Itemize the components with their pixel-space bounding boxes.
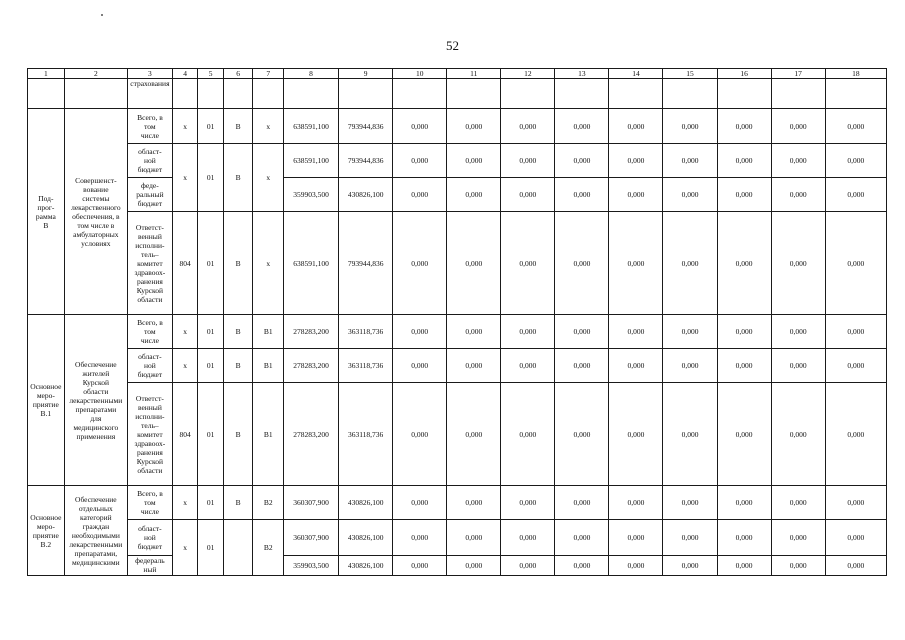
- cell-value: 0,000: [663, 315, 717, 349]
- cell-value: 0,000: [393, 144, 447, 178]
- measure-description: Обеспечение жителей Курской области лекарственными препаратами для медицинского применения: [64, 315, 127, 486]
- table-row: [28, 79, 887, 109]
- cell-value: 0,000: [717, 556, 771, 576]
- program-name: Под- прог- рамма В: [28, 109, 65, 315]
- source-label: област- ной бюджет: [127, 144, 172, 178]
- cell-value: 638591,100: [284, 212, 339, 315]
- col-header: 5: [198, 69, 224, 79]
- cell-value: 0,000: [717, 383, 771, 486]
- measure-name: Основное меро- приятие В.2: [28, 486, 65, 576]
- cell-value: 360307,900: [284, 520, 339, 556]
- cell-value: 0,000: [717, 486, 771, 520]
- cell-value: 0,000: [447, 315, 501, 349]
- cell-value: 0,000: [393, 109, 447, 144]
- cell-value: 0,000: [447, 383, 501, 486]
- cell-value: 0,000: [663, 109, 717, 144]
- program-description: Совершенст- вование системы лекарственного обеспечения, в том числе в амбулаторных условиях: [64, 109, 127, 315]
- col-header: 7: [253, 69, 284, 79]
- cell-value: 0,000: [825, 109, 886, 144]
- col-header: 8: [284, 69, 339, 79]
- budget-table: [27, 68, 887, 576]
- source-label: Всего, в том числе: [127, 486, 172, 520]
- cell-value: 363118,736: [339, 315, 393, 349]
- source-label: Всего, в том числе: [127, 315, 172, 349]
- cell-value: 430826,100: [339, 520, 393, 556]
- col-header: 14: [609, 69, 663, 79]
- cell-value: 0,000: [717, 144, 771, 178]
- cell-value: 0,000: [555, 109, 609, 144]
- cell-value: 0,000: [609, 349, 663, 383]
- cell-value: 0,000: [501, 144, 555, 178]
- cell-value: 0,000: [717, 520, 771, 556]
- cell-value: 0,000: [555, 144, 609, 178]
- table-row: [28, 486, 887, 520]
- cell-value: 0,000: [555, 349, 609, 383]
- col-header: 16: [717, 69, 771, 79]
- source-label: федераль ный: [127, 556, 172, 576]
- table-row: [28, 556, 887, 576]
- source-label: област- ной бюджет: [127, 349, 172, 383]
- cell-value: 793944,836: [339, 109, 393, 144]
- cell-value: 430826,100: [339, 486, 393, 520]
- cell-text: В: [223, 212, 253, 315]
- cell-value: 0,000: [663, 349, 717, 383]
- source-label: феде- ральный бюджет: [127, 178, 172, 212]
- cell-value: 0,000: [663, 556, 717, 576]
- cell-text: х: [172, 144, 198, 212]
- cell-value: 278283,200: [284, 383, 339, 486]
- cell-value: 0,000: [825, 383, 886, 486]
- cell-text: 804: [172, 212, 198, 315]
- cell-value: 0,000: [771, 178, 825, 212]
- col-header: 6: [223, 69, 253, 79]
- cell-value: 0,000: [609, 315, 663, 349]
- page-number: 52: [446, 38, 459, 53]
- cell-text: х: [253, 109, 284, 144]
- cell-text: 01: [198, 349, 224, 383]
- cell-value: 0,000: [609, 486, 663, 520]
- cell-value: 363118,736: [339, 349, 393, 383]
- cell-text: В: [223, 144, 253, 212]
- cell-value: 0,000: [501, 178, 555, 212]
- col-header: 13: [555, 69, 609, 79]
- cell-value: 0,000: [825, 315, 886, 349]
- cell-value: 0,000: [555, 212, 609, 315]
- cell-value: 0,000: [825, 520, 886, 556]
- cell-value: 363118,736: [339, 383, 393, 486]
- cell-text: В1: [253, 383, 284, 486]
- cell-value: 0,000: [555, 178, 609, 212]
- cell-text: В: [223, 315, 253, 349]
- cell-text: В1: [253, 349, 284, 383]
- scan-dot: [101, 14, 103, 16]
- cell-value: 0,000: [717, 349, 771, 383]
- cell-value: 278283,200: [284, 315, 339, 349]
- table-row: [28, 315, 887, 349]
- cell-text: х: [172, 520, 198, 576]
- cell-value: 0,000: [663, 520, 717, 556]
- cell-value: 0,000: [771, 109, 825, 144]
- cell-value: 0,000: [555, 520, 609, 556]
- cell-text: 01: [198, 383, 224, 486]
- cell-value: 0,000: [825, 486, 886, 520]
- cell-value: 0,000: [447, 349, 501, 383]
- cell-text: 01: [198, 315, 224, 349]
- header-row: [28, 69, 887, 79]
- cell-value: 0,000: [555, 486, 609, 520]
- cell-value: 0,000: [393, 212, 447, 315]
- cell-value: 430826,100: [339, 178, 393, 212]
- cell-text: В: [223, 349, 253, 383]
- cell-value: 430826,100: [339, 556, 393, 576]
- cell-text: х: [172, 109, 198, 144]
- cell-value: 0,000: [663, 486, 717, 520]
- cell-value: 793944,836: [339, 144, 393, 178]
- source-label: област- ной бюджет: [127, 520, 172, 556]
- cell-text: х: [172, 349, 198, 383]
- cell-value: 0,000: [663, 212, 717, 315]
- table-row: [28, 520, 887, 556]
- measure-description: Обеспечение отдельных категорий граждан необходимыми лекарственными препаратами, медицинскими: [64, 486, 127, 576]
- col-header: 10: [393, 69, 447, 79]
- cell-value: 0,000: [825, 212, 886, 315]
- cell-value: 0,000: [771, 383, 825, 486]
- cell-text: В: [223, 109, 253, 144]
- cell-value: 0,000: [609, 109, 663, 144]
- cell-text: х: [253, 144, 284, 212]
- cell-value: 0,000: [447, 178, 501, 212]
- cell-value: 0,000: [447, 109, 501, 144]
- cell-value: 0,000: [771, 556, 825, 576]
- table-row: [28, 383, 887, 486]
- table-row: [28, 349, 887, 383]
- col-header: 3: [127, 69, 172, 79]
- source-label: Всего, в том числе: [127, 109, 172, 144]
- cell-value: 0,000: [447, 486, 501, 520]
- cell-text: В2: [253, 486, 284, 520]
- cell-value: 0,000: [609, 556, 663, 576]
- table-row: [28, 144, 887, 178]
- cell-value: 0,000: [717, 178, 771, 212]
- cell-value: 0,000: [501, 349, 555, 383]
- cell-text: 01: [198, 109, 224, 144]
- cell-value: 0,000: [771, 212, 825, 315]
- cell-value: 0,000: [447, 144, 501, 178]
- cell-text: В: [223, 486, 253, 520]
- cell-text: 01: [198, 212, 224, 315]
- cell-value: 0,000: [555, 556, 609, 576]
- cell-value: 0,000: [825, 556, 886, 576]
- cell-value: 793944,836: [339, 212, 393, 315]
- col-header: 15: [663, 69, 717, 79]
- cell-value: 0,000: [717, 315, 771, 349]
- cell-value: 0,000: [393, 556, 447, 576]
- cell-value: 0,000: [771, 144, 825, 178]
- cell-value: 0,000: [609, 178, 663, 212]
- cell-value: 0,000: [501, 383, 555, 486]
- cell-text: 01: [198, 144, 224, 212]
- cell-text: В1: [253, 315, 284, 349]
- table-row: [28, 109, 887, 144]
- col-header: 1: [28, 69, 65, 79]
- cell-value: 0,000: [717, 212, 771, 315]
- col-header: 4: [172, 69, 198, 79]
- cell-value: 0,000: [825, 144, 886, 178]
- cell-value: 0,000: [393, 383, 447, 486]
- cell-text: х: [172, 315, 198, 349]
- cell-value: 0,000: [717, 109, 771, 144]
- cell-value: 0,000: [501, 556, 555, 576]
- cell-text: В2: [253, 520, 284, 576]
- cell-value: 0,000: [771, 520, 825, 556]
- cell-value: 0,000: [825, 349, 886, 383]
- cell-value: 0,000: [609, 520, 663, 556]
- source-label: Ответст- венный исполни- тель– комитет здравоох- ранения Курской области: [127, 212, 172, 315]
- cell-value: 0,000: [609, 212, 663, 315]
- cell-value: 0,000: [555, 315, 609, 349]
- col-header: 9: [339, 69, 393, 79]
- cell-text: 804: [172, 383, 198, 486]
- cell-value: 359903,500: [284, 556, 339, 576]
- cell-value: 0,000: [393, 315, 447, 349]
- cell-value: 0,000: [771, 486, 825, 520]
- measure-name: Основное меро- приятие В.1: [28, 315, 65, 486]
- cell-value: 0,000: [501, 486, 555, 520]
- cell-value: 0,000: [393, 349, 447, 383]
- cell-text: 01: [198, 520, 224, 576]
- cell-value: 0,000: [393, 520, 447, 556]
- cell-text: х: [172, 486, 198, 520]
- cell-value: 0,000: [609, 383, 663, 486]
- col-header: 2: [64, 69, 127, 79]
- cell-value: 0,000: [447, 520, 501, 556]
- cell-value: 278283,200: [284, 349, 339, 383]
- col-header: 17: [771, 69, 825, 79]
- cell-value: 359903,500: [284, 178, 339, 212]
- source-label: Ответст- венный исполни- тель– комитет здравоох- ранения Курской области: [127, 383, 172, 486]
- cell-value: 0,000: [663, 178, 717, 212]
- cell-text: х: [253, 212, 284, 315]
- cell-value: 638591,100: [284, 109, 339, 144]
- cell-value: 0,000: [393, 178, 447, 212]
- table-row: [28, 212, 887, 315]
- cell-value: 0,000: [447, 556, 501, 576]
- cell-value: 0,000: [555, 383, 609, 486]
- cell-value: 360307,900: [284, 486, 339, 520]
- cell-value: 0,000: [447, 212, 501, 315]
- cell-value: 0,000: [501, 315, 555, 349]
- cell-value: 0,000: [771, 315, 825, 349]
- cell-value: 0,000: [501, 520, 555, 556]
- cell-text: В: [223, 383, 253, 486]
- col-header: 11: [447, 69, 501, 79]
- cell-value: 0,000: [825, 178, 886, 212]
- cell-value: 638591,100: [284, 144, 339, 178]
- table-row: [28, 178, 887, 212]
- cell-value: 0,000: [609, 144, 663, 178]
- cell-text: 01: [198, 486, 224, 520]
- cell-value: 0,000: [663, 383, 717, 486]
- cell-value: 0,000: [501, 212, 555, 315]
- cell-value: 0,000: [501, 109, 555, 144]
- col-header: 12: [501, 69, 555, 79]
- cell-value: 0,000: [771, 349, 825, 383]
- col-header: 18: [825, 69, 886, 79]
- cell-text: страхования: [127, 79, 172, 109]
- cell-value: 0,000: [663, 144, 717, 178]
- cell-value: 0,000: [393, 486, 447, 520]
